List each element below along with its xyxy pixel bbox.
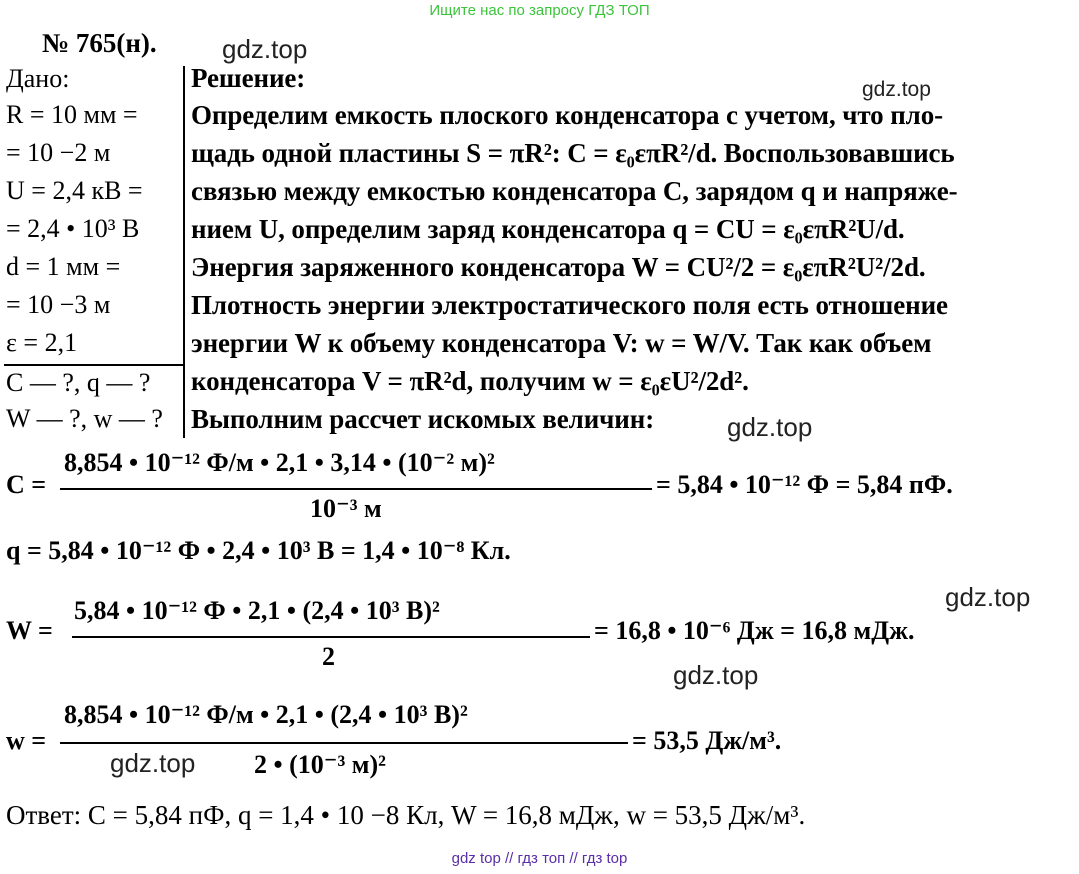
given-divider-horizontal [4,364,184,366]
footer-links[interactable]: gdz top // гдз топ // гдз top [451,850,628,867]
calc-w-density-lhs: w = [6,726,47,755]
solution-line: Определим емкость плоского конденсатора с учетом, что пло- [191,100,944,130]
calc-w-energy-numerator: 5,84 • 10⁻¹² Ф • 2,1 • (2,4 • 10³ В)² [74,596,440,625]
given-line: d = 1 мм = [6,252,121,281]
solution-line: Плотность энергии электростатического поля есть отношение [191,290,948,320]
calc-w-density-numerator: 8,854 • 10⁻¹² Ф/м • 2,1 • (2,4 • 10³ В)² [64,700,468,729]
given-header: Дано: [6,64,70,93]
calc-c-numerator: 8,854 • 10⁻¹² Ф/м • 2,1 • 3,14 • (10⁻² м)² [64,448,495,477]
given-divider-vertical [183,66,185,438]
watermark: gdz.top [673,660,759,690]
given-line: R = 10 мм = [6,100,138,129]
given-line: = 10 −2 м [6,138,111,167]
calc-w-energy-lhs: W = [6,616,53,645]
top-banner-link[interactable]: Ищите нас по запросу ГДЗ ТОП [429,2,650,19]
calc-w-energy-denominator: 2 [322,642,335,671]
solution-header: Решение: [191,63,306,93]
calc-c-denominator: 10⁻³ м [310,494,382,523]
problem-number: № 765(н). [42,28,157,58]
watermark: gdz.top [110,748,196,778]
find-line: W — ?, w — ? [6,404,163,433]
given-line: = 10 −3 м [6,290,111,319]
calc-w-energy-rhs: = 16,8 • 10⁻⁶ Дж = 16,8 мДж. [594,616,915,645]
find-line: C — ?, q — ? [6,368,151,397]
given-line: ε = 2,1 [6,328,78,357]
calc-w-density-denominator: 2 • (10⁻³ м)² [254,750,386,779]
solution-line: нием U, определим заряд конденсатора q = CU = ε₀επR²U/d. [191,214,905,244]
solution-line: связью между емкостью конденсатора C, зарядом q и напряже- [191,176,958,206]
calc-c-lhs: C = [6,470,47,499]
answer-line: Ответ: C = 5,84 пФ, q = 1,4 • 10 −8 Кл, W = 16,8 мДж, w = 53,5 Дж/м³. [6,800,806,830]
calc-c-fraction-bar [60,488,652,490]
solution-line: конденсатора V = πR²d, получим w = ε₀εU²/2d². [191,366,749,396]
watermark: gdz.top [222,34,308,64]
calc-c-rhs: = 5,84 • 10⁻¹² Ф = 5,84 пФ. [656,470,953,499]
calc-w-energy-fraction-bar [72,636,590,638]
solution-line: энергии W к объему конденсатора V: w = W/V. Так как объем [191,328,932,358]
calc-w-density-fraction-bar [60,742,628,744]
solution-line: щадь одной пластины S = πR²: C = ε₀επR²/d. Воспользовавшись [191,138,955,168]
solution-line: Энергия заряженного конденсатора W = CU²/2 = ε₀επR²U²/2d. [191,252,926,282]
given-line: = 2,4 • 10³ В [6,214,140,243]
watermark: gdz.top [945,582,1031,612]
watermark: gdz.top [727,412,813,442]
solution-line: Выполним рассчет искомых величин: [191,404,655,434]
calc-q: q = 5,84 • 10⁻¹² Ф • 2,4 • 10³ В = 1,4 • 10⁻⁸ Кл. [6,536,511,565]
watermark: gdz.top [862,78,931,101]
calc-w-density-rhs: = 53,5 Дж/м³. [632,726,782,755]
given-line: U = 2,4 кВ = [6,176,143,205]
